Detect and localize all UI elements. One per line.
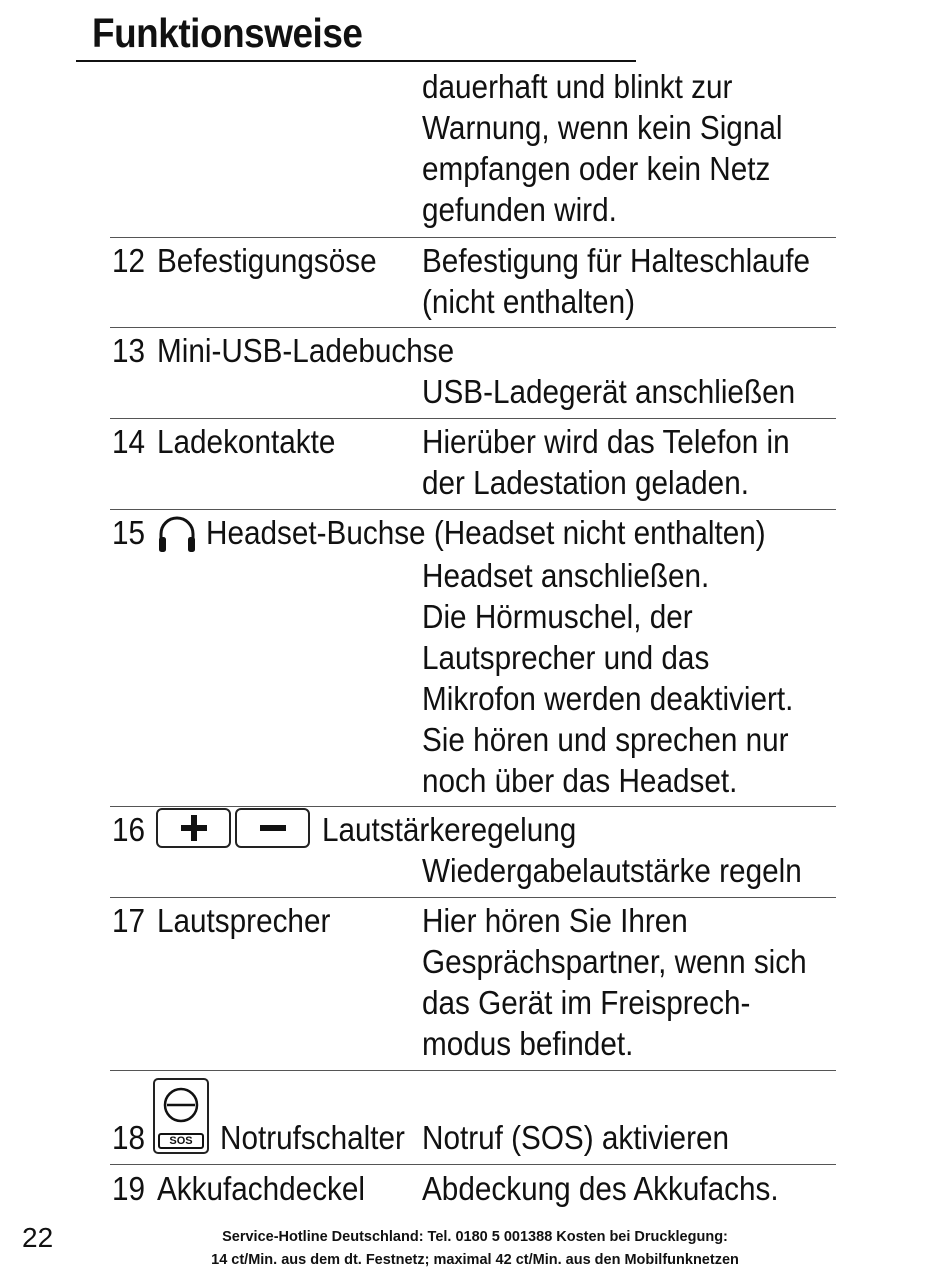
item-number: 17	[112, 902, 146, 939]
item-desc-line: Gesprächspartner, wenn sich	[422, 943, 807, 980]
item-desc-line: noch über das Headset.	[422, 762, 738, 799]
item-number: 13	[112, 332, 146, 369]
item-label: Akkufachdeckel	[157, 1170, 366, 1207]
item-number: 19	[112, 1170, 146, 1207]
footer-line-2: 14 ct/Min. aus dem dt. Festnetz; maximal 42 ct/Min. aus den Mobilfunknetzen	[211, 1252, 739, 1268]
row-divider	[110, 1070, 836, 1071]
row-divider	[110, 509, 836, 510]
intro-line: empfangen oder kein Netz	[422, 150, 771, 187]
item-number: 15	[112, 514, 146, 551]
item-desc-line: Hierüber wird das Telefon in	[422, 423, 790, 460]
item-label: Ladekontakte	[157, 423, 336, 460]
item-label: Mini-USB-Ladebuchse	[157, 332, 455, 369]
item-number: 14	[112, 423, 146, 460]
item-desc-line: Mikrofon werden deaktiviert.	[422, 680, 794, 717]
row-divider	[110, 418, 836, 419]
intro-line: Warnung, wenn kein Signal	[422, 109, 783, 146]
sos-icon-label: SOS	[158, 1133, 204, 1149]
item-desc-line: modus befindet.	[422, 1025, 634, 1062]
item-desc-line: Wiedergabelautstärke regeln	[422, 852, 802, 889]
headset-icon	[156, 513, 198, 555]
row-divider	[110, 327, 836, 328]
item-desc-line: Headset anschließen.	[422, 557, 710, 594]
item-desc-line: USB-Ladegerät anschließen	[422, 373, 796, 410]
item-desc-line: Hier hören Sie Ihren	[422, 902, 688, 939]
item-desc-line: das Gerät im Freisprech-	[422, 984, 751, 1021]
row-divider	[110, 1164, 836, 1165]
page-title: Funktionsweise	[92, 10, 363, 56]
title-underline	[76, 60, 636, 62]
item-desc-line: Befestigung für Halteschlaufe	[422, 242, 810, 279]
intro-line: dauerhaft und blinkt zur	[422, 68, 733, 105]
item-desc-line: Sie hören und sprechen nur	[422, 721, 789, 758]
item-desc-line: Notruf (SOS) aktivieren	[422, 1119, 729, 1156]
item-desc-line: Abdeckung des Akkufachs.	[422, 1170, 779, 1207]
item-desc-line: der Ladestation geladen.	[422, 464, 749, 501]
footer-line-1: Service-Hotline Deutschland: Tel. 0180 5 001388 Kosten bei Drucklegung:	[222, 1229, 728, 1245]
item-number: 12	[112, 242, 146, 279]
item-desc-line: Die Hörmuschel, der	[422, 598, 693, 635]
intro-line: gefunden wird.	[422, 191, 617, 228]
item-desc-line: Lautsprecher und das	[422, 639, 710, 676]
item-label: Lautstärkeregelung	[322, 811, 577, 848]
item-label: Lautsprecher	[157, 902, 331, 939]
row-divider	[110, 806, 836, 807]
volume-up-key-icon	[156, 808, 231, 848]
sos-button-icon	[153, 1078, 209, 1154]
page-number: 22	[22, 1222, 54, 1253]
item-number: 18	[112, 1119, 146, 1156]
row-divider	[110, 897, 836, 898]
item-desc-line: (nicht enthalten)	[422, 283, 635, 320]
row-divider	[110, 237, 836, 238]
item-label: Notrufschalter	[220, 1119, 405, 1156]
item-label: Headset-Buchse (Headset nicht enthalten)	[206, 514, 766, 551]
item-label: Befestigungsöse	[157, 242, 377, 279]
item-number: 16	[112, 811, 146, 848]
volume-down-key-icon	[235, 808, 310, 848]
